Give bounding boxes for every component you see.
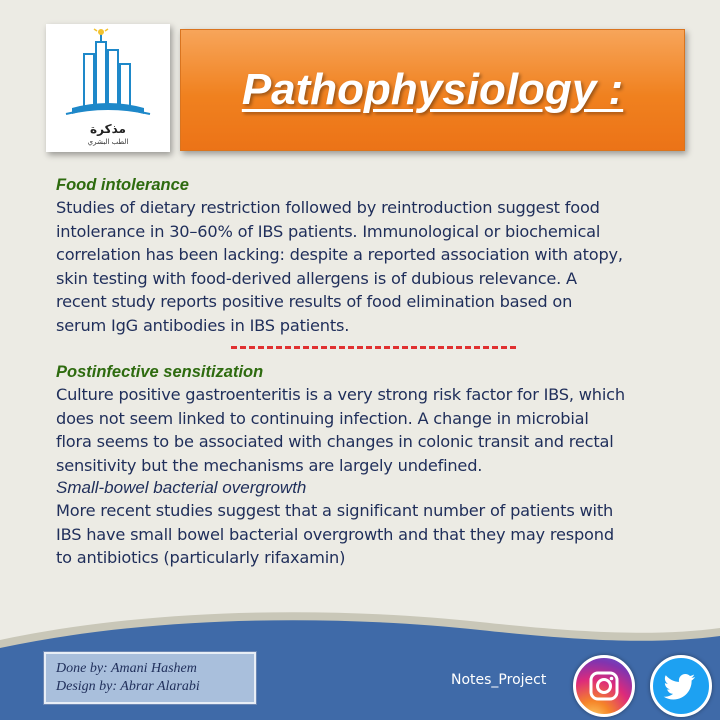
- content-area: [56, 174, 686, 570]
- section-heading: Postinfective sensitization: [56, 363, 264, 381]
- credit-design-by: Design by: Abrar Alarabi: [56, 679, 200, 694]
- credit-done-by: Done by: Amani Hashem: [56, 661, 197, 676]
- section-postinfective: [56, 361, 686, 477]
- para-line: Studies of dietary restriction followed by reintroduction suggest food: [56, 198, 600, 217]
- para-line: flora seems to be associated with changes in colonic transit and rectal: [56, 432, 614, 451]
- para-line: Culture positive gastroenteritis is a very strong risk factor for IBS, which: [56, 385, 625, 404]
- para-line: skin testing with food-derived allergens is of dubious relevance. A: [56, 268, 577, 288]
- section-food-intolerance: [56, 174, 686, 337]
- para-line: IBS have small bowel bacterial overgrowth and that they may respond: [56, 524, 614, 544]
- section-divider: [56, 337, 686, 361]
- para-line: serum IgG antibodies in IBS patients.: [56, 315, 350, 335]
- para-line: More recent studies suggest that a significant number of patients with: [56, 501, 614, 520]
- section-subheading: Small-bowel bacterial overgrowth: [56, 478, 307, 497]
- logo: [46, 24, 170, 152]
- credits-box: [44, 652, 256, 704]
- para-line: does not seem linked to continuing infection. A change in microbial: [56, 408, 589, 428]
- logo-text-secondary: الطب البشري: [87, 138, 129, 146]
- para-line: correlation has been lacking: despite a reported association with atopy,: [56, 245, 623, 264]
- para-line: intolerance in 30–60% of IBS patients. Immunological or biochemical: [56, 221, 601, 241]
- title-banner: [180, 29, 685, 151]
- section-heading: Food intolerance: [56, 176, 189, 194]
- section-bacterial-overgrowth: [56, 477, 686, 570]
- para-line: sensitivity but the mechanisms are largely undefined.: [56, 455, 483, 475]
- logo-text-primary: مذكرة: [90, 122, 126, 136]
- city-buildings-book-icon: [46, 24, 170, 124]
- instagram-icon[interactable]: [573, 655, 635, 717]
- para-line: to antibiotics (particularly rifaxamin): [56, 548, 346, 567]
- para-line: recent study reports positive results of food elimination based on: [56, 292, 573, 311]
- page-title: Pathophysiology :: [241, 65, 624, 114]
- social-handle[interactable]: Notes_Project: [451, 672, 547, 688]
- twitter-icon[interactable]: [650, 655, 712, 717]
